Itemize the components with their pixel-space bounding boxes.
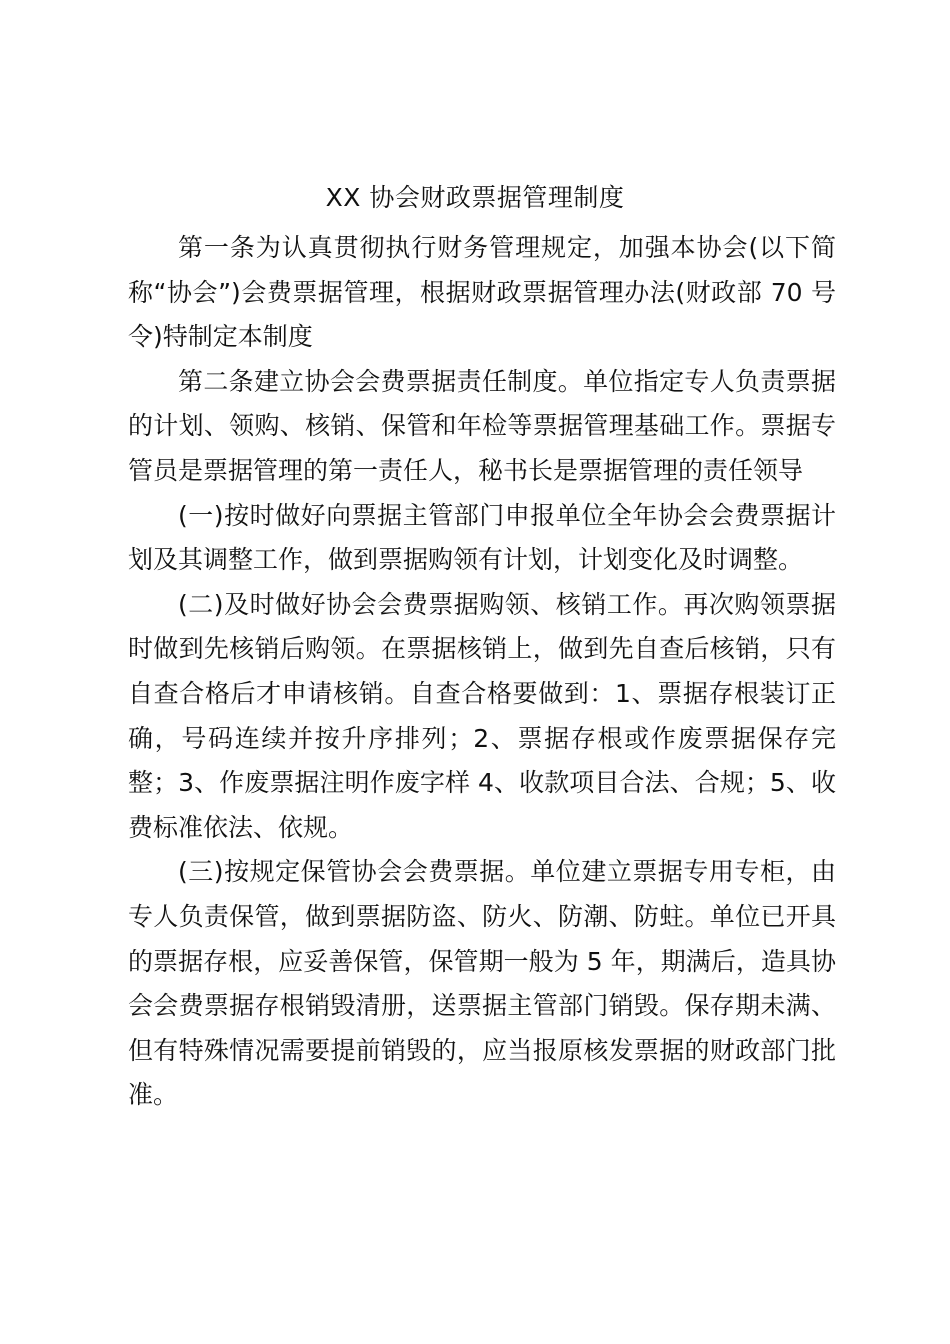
clause-2-paragraph: (二)及时做好协会会费票据购领、核销工作。再次购领票据时做到先核销后购领。在票据核销上，做到先自查后核销，只有自查合格后才申请核销。自查合格要做到：1、票据存根装订正确，号码连续并按升序排列；2、票据存根或作废票据保存完整；3、作废票据注明作废字样 4、收款项目合法、合规；5、收费标准依法、依规。 bbox=[128, 589, 836, 842]
document-title: XX 协会财政票据管理制度 bbox=[325, 183, 625, 212]
article-1-paragraph: 第一条为认真贯彻执行财务管理规定，加强本协会(以下简称“协会”)会费票据管理，根据财政票据管理办法(财政部 70 号令)特制定本制度 bbox=[128, 233, 836, 352]
clause-3-paragraph: (三)按规定保管协会会费票据。单位建立票据专用专柜，由专人负责保管，做到票据防盗、防火、防潮、防蛀。单位已开具的票据存根，应妥善保管，保管期一般为 5 年，期满后，造具协会会费票据存根销毁清册，送票据主管部门销毁。保存期未满、但有特殊情况需要提前销毁的，应当报原核发票据的财政部门批准。 bbox=[128, 857, 836, 1110]
clause-1-paragraph: (一)按时做好向票据主管部门申报单位全年协会会费票据计划及其调整工作，做到票据购领有计划，计划变化及时调整。 bbox=[128, 500, 836, 575]
article-2-paragraph: 第二条建立协会会费票据责任制度。单位指定专人负责票据的计划、领购、核销、保管和年检等票据管理基础工作。票据专管员是票据管理的第一责任人，秘书长是票据管理的责任领导 bbox=[128, 366, 836, 485]
document-body bbox=[128, 226, 836, 1118]
